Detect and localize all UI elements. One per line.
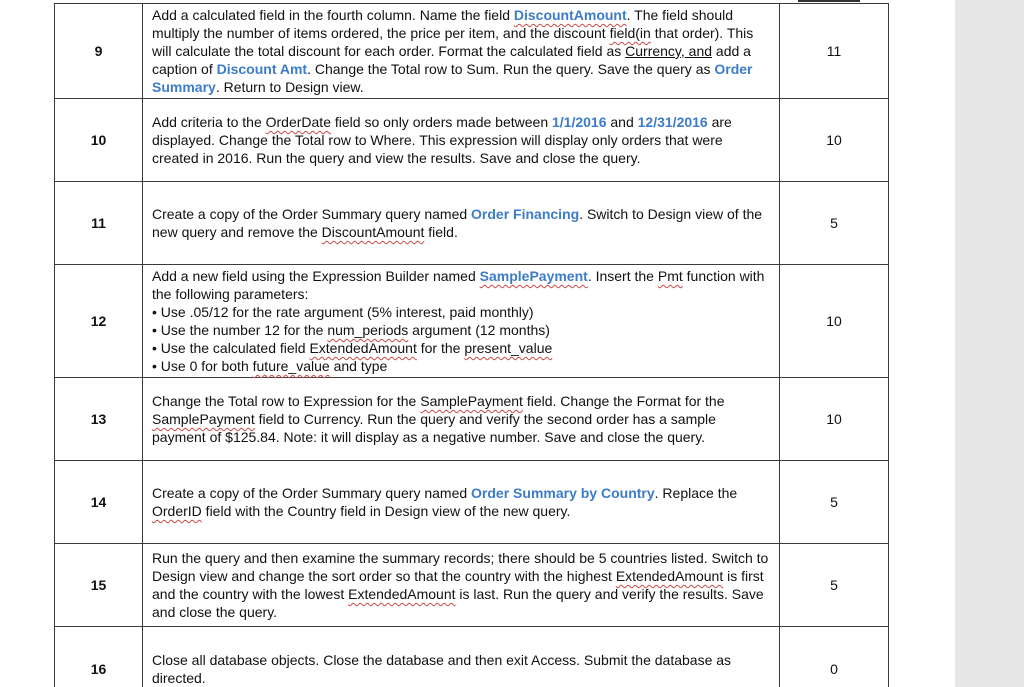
table-row-step-16 bbox=[55, 627, 889, 687]
step-description: Create a copy of the Order Summary query named Order Summary by Country. Replace the OrderID field with the Country field in Design view of the new query. bbox=[143, 461, 780, 544]
field-name-highlight: DiscountAmount bbox=[513, 7, 627, 23]
step-number: 9 bbox=[55, 4, 143, 99]
spellcheck-word: SamplePayment bbox=[420, 393, 523, 409]
table-row-step-9 bbox=[55, 4, 889, 99]
spellcheck-word: DiscountAmount bbox=[321, 224, 425, 240]
spellcheck-word: future_value bbox=[252, 358, 330, 374]
points-value: 10 bbox=[780, 265, 889, 378]
table-row-step-11 bbox=[55, 182, 889, 265]
spellcheck-word: ExtendedAmount bbox=[309, 340, 417, 356]
step-description: Add criteria to the OrderDate field so only orders made between 1/1/2016 and 12/31/2016 are displayed. Change the Total row to Where. This expression will display only orders that were created in 2016. Run the query and view the results. Save and close the query. bbox=[143, 99, 780, 182]
step-number: 13 bbox=[55, 378, 143, 461]
step-description: Add a new field using the Expression Builder named SamplePayment. Insert the Pmt function with the following parameters: • Use .05/12 for the rate argument (5% interest, paid monthly) • Use the number 12 for the num_periods argument (12 months) • Use the calculated field ExtendedAmount for the present_value • Use 0 for both future_value and type bbox=[143, 265, 780, 378]
header-cell-remnant bbox=[798, 0, 860, 2]
caption-highlight: Discount Amt bbox=[216, 61, 308, 77]
points-value: 5 bbox=[780, 182, 889, 265]
points-value: 10 bbox=[780, 378, 889, 461]
parameter-bullet: • Use .05/12 for the rate argument (5% interest, paid monthly) bbox=[152, 303, 771, 321]
table-row-step-14 bbox=[55, 461, 889, 544]
step-number: 16 bbox=[55, 627, 143, 687]
step-description: Add a calculated field in the fourth column. Name the field DiscountAmount. The field should multiply the number of items ordered, the price per item, and the discount field(in that order). This will calculate the total discount for each order. Format the calculated field as Currency, and add a caption of Discount Amt. Change the Total row to Sum. Run the query. Save the query as Order Summary. Return to Design view. bbox=[143, 4, 780, 99]
step-number: 14 bbox=[55, 461, 143, 544]
table-row-step-10 bbox=[55, 99, 889, 182]
points-value: 5 bbox=[780, 544, 889, 627]
spellcheck-word: ExtendedAmount bbox=[615, 568, 724, 584]
step-number: 15 bbox=[55, 544, 143, 627]
step-description: Close all database objects. Close the database and then exit Access. Submit the database as directed. bbox=[143, 627, 780, 687]
parameter-bullet: • Use the number 12 for the num_periods argument (12 months) bbox=[152, 321, 771, 339]
points-value: 11 bbox=[780, 4, 889, 99]
query-name-highlight: Order Summary bbox=[152, 61, 753, 95]
points-value: 5 bbox=[780, 461, 889, 544]
spellcheck-word: OrderDate bbox=[265, 114, 331, 130]
step-number: 11 bbox=[55, 182, 143, 265]
parameter-bullet: • Use 0 for both future_value and type bbox=[152, 357, 771, 375]
points-value: 10 bbox=[780, 99, 889, 182]
instructions-table bbox=[54, 3, 889, 687]
table-row-step-15 bbox=[55, 544, 889, 627]
spellcheck-word: ExtendedAmount bbox=[348, 586, 456, 602]
window-background-gutter bbox=[955, 0, 1024, 687]
spellcheck-word: SamplePayment bbox=[152, 411, 255, 427]
table-row-step-12 bbox=[55, 265, 889, 378]
step-description: Change the Total row to Expression for the SamplePayment field. Change the Format for the SamplePayment field to Currency. Run the query and verify the second order has a sample payment of $125.84. Note: it will display as a negative number. Save and close the query. bbox=[143, 378, 780, 461]
spellcheck-word: num_periods bbox=[327, 322, 409, 338]
date-highlight: 12/31/2016 bbox=[637, 114, 708, 130]
date-highlight: 1/1/2016 bbox=[552, 114, 607, 130]
spellcheck-word: field(in bbox=[609, 25, 651, 41]
spellcheck-word: Pmt bbox=[657, 268, 683, 284]
query-name-highlight: Order Summary by Country bbox=[471, 485, 655, 501]
field-name-highlight: SamplePayment bbox=[479, 268, 588, 284]
step-number: 10 bbox=[55, 99, 143, 182]
step-number: 12 bbox=[55, 265, 143, 378]
table-row-step-13 bbox=[55, 378, 889, 461]
spellcheck-word: OrderID bbox=[152, 503, 202, 519]
query-name-highlight: Order Financing bbox=[471, 206, 580, 222]
points-value: 0 bbox=[780, 627, 889, 687]
grammar-underline: Currency, and bbox=[625, 43, 713, 59]
step-description: Run the query and then examine the summary records; there should be 5 countries listed. Switch to Design view and change the sort order so that the country with the highest ExtendedAmount is first and the country with the lowest ExtendedAmount is last. Run the query and verify the results. Save and close the query. bbox=[143, 544, 780, 627]
spellcheck-word: present_value bbox=[464, 340, 553, 356]
parameter-bullet: • Use the calculated field ExtendedAmount for the present_value bbox=[152, 339, 771, 357]
step-description: Create a copy of the Order Summary query named Order Financing. Switch to Design view of the new query and remove the DiscountAmount field. bbox=[143, 182, 780, 265]
